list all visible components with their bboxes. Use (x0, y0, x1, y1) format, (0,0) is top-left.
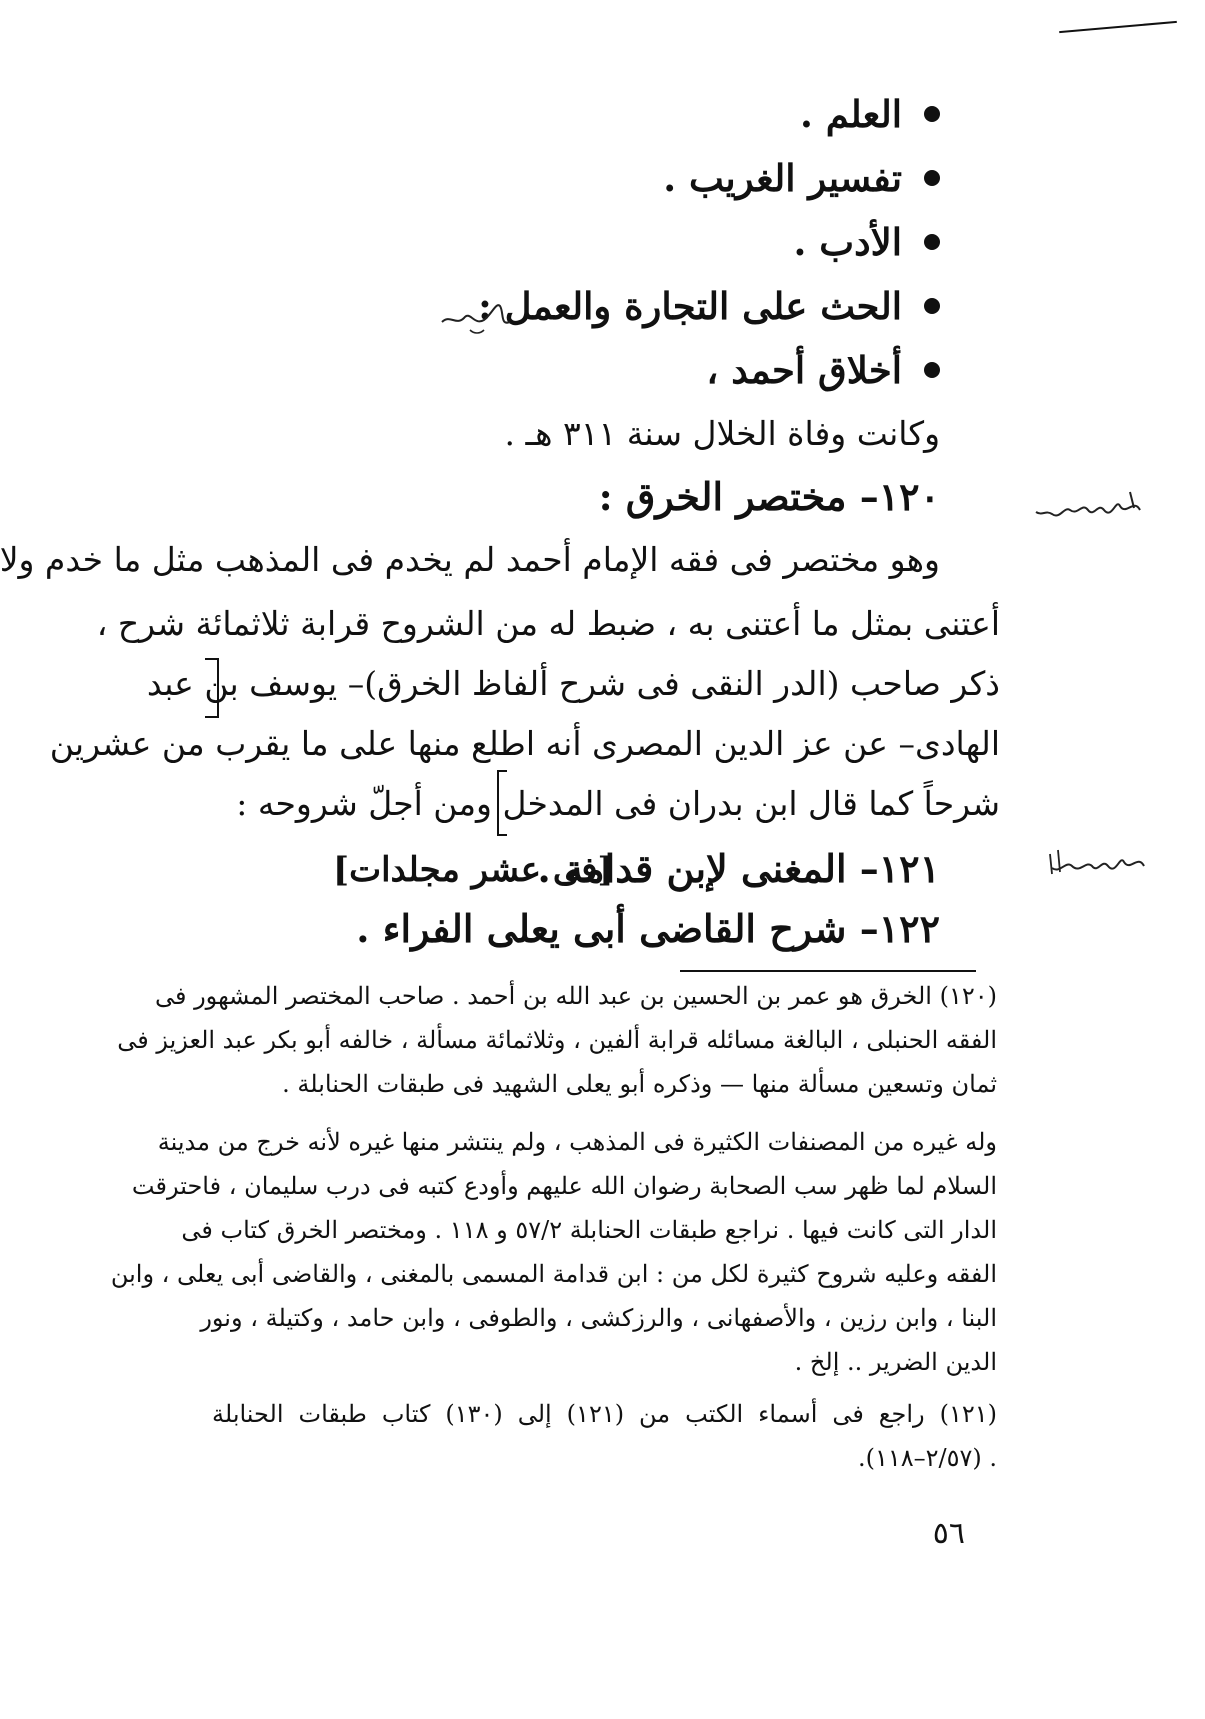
bullet-dot-icon (924, 106, 940, 122)
footnote-line: . (٢/٥٧–١١٨). (857, 1444, 997, 1472)
entry-121-handwritten-note: [فى عشر مجلدات] (333, 850, 614, 890)
hand-bracket (205, 658, 219, 718)
bullet-text: تفسير الغريب . (663, 156, 902, 200)
bullet-text: الحث على التجارة والعمل : (478, 284, 902, 328)
bullet-text: الأدب . (793, 220, 902, 264)
bullet-dot-icon (924, 298, 940, 314)
footnote-line: (١٢٠) الخرق هو عمر بن الحسين بن عبد الله بن أحمد . صاحب المختصر المشهور فى (154, 982, 997, 1010)
handwritten-annotation (440, 296, 514, 336)
entry-122-heading: ١٢٢– شرح القاضى أبى يعلى الفراء . (356, 906, 940, 951)
death-year-line: وكانت وفاة الخلال سنة ٣١١ هـ . (504, 414, 940, 453)
handwritten-margin-note (1030, 480, 1150, 536)
paragraph-line: شرحاً كما قال ابن بدران فى المدخل ومن أجلّ شروحه : (236, 784, 1000, 823)
footnote-line: الفقه وعليه شروح كثيرة لكل من : ابن قدامة المسمى بالمغنى ، والقاضى أبى يعلى ، وابن (110, 1260, 997, 1288)
footnote-line: الدين الضرير .. إلخ . (794, 1348, 997, 1376)
bullet-item (478, 284, 940, 328)
footnote-line: (١٢١) راجع فى أسماء الكتب من (١٢١) إلى (١٣٠) كتاب طبقات الحنابلة (212, 1400, 998, 1428)
footnote-line: وله غيره من المصنفات الكثيرة فى المذهب ، ولم ينتشر منها غيره لأنه خرج من مدينة (157, 1128, 997, 1156)
entry-120-heading: ١٢٠– مختصر الخرق : (598, 474, 940, 519)
paragraph-line: ذكر صاحب (الدر النقى فى شرح ألفاظ الخرق)– يوسف بن عبد (146, 664, 1000, 703)
bullet-text: أخلاق أحمد ، (706, 348, 902, 392)
page-number: ٥٦ (932, 1516, 965, 1551)
footnote-line: ثمان وتسعين مسألة منها — وذكره أبو يعلى الشهيد فى طبقات الحنابلة . (282, 1070, 997, 1098)
entry-121-heading: ١٢١– المغنى لإبن قدامة . (537, 846, 940, 891)
paragraph-line: وهو مختصر فى فقه الإمام أحمد لم يخدم فى المذهب مثل ما خدم ولا (0, 540, 940, 579)
footnote-line: الدار التى كانت فيها . نراجع طبقات الحنابلة ٥٧/٢ و ١١٨ . ومختصر الخرق كتاب فى (181, 1216, 997, 1244)
bullet-dot-icon (924, 234, 940, 250)
paragraph-line: أعتنى بمثل ما أعتنى به ، ضبط له من الشروح قرابة ثلاثمائة شرح ، (96, 604, 1000, 643)
bullet-item (794, 220, 940, 264)
footnote-line: البنا ، وابن رزين ، والأصفهانى ، والرزكشى ، والطوفى ، وابن حامد ، وكتيلة ، ونور (200, 1304, 997, 1332)
bullet-item (800, 92, 940, 136)
handwritten-margin-note (1040, 836, 1150, 892)
bullet-dot-icon (924, 170, 940, 186)
pen-stroke (1059, 21, 1177, 33)
hand-bracket (497, 770, 507, 836)
bullet-dot-icon (924, 362, 940, 378)
footnote-separator (680, 970, 976, 972)
footnote-line: السلام لما ظهر سب الصحابة رضوان الله عليهم وأودع كتبه فى درب سليمان ، فاحترقت (131, 1172, 997, 1200)
paragraph-line: الهادى– عن عز الدين المصرى أنه اطلع منها على ما يقرب من عشرين (49, 724, 1000, 763)
bullet-item (706, 348, 940, 392)
bullet-text: العلم . (799, 92, 902, 136)
bullet-item (663, 156, 940, 200)
footnote-line: الفقه الحنبلى ، البالغة مسائله قرابة ألفين ، وثلاثمائة مسألة ، خالفه أبو بكر عبد العزيز فى (117, 1026, 997, 1054)
